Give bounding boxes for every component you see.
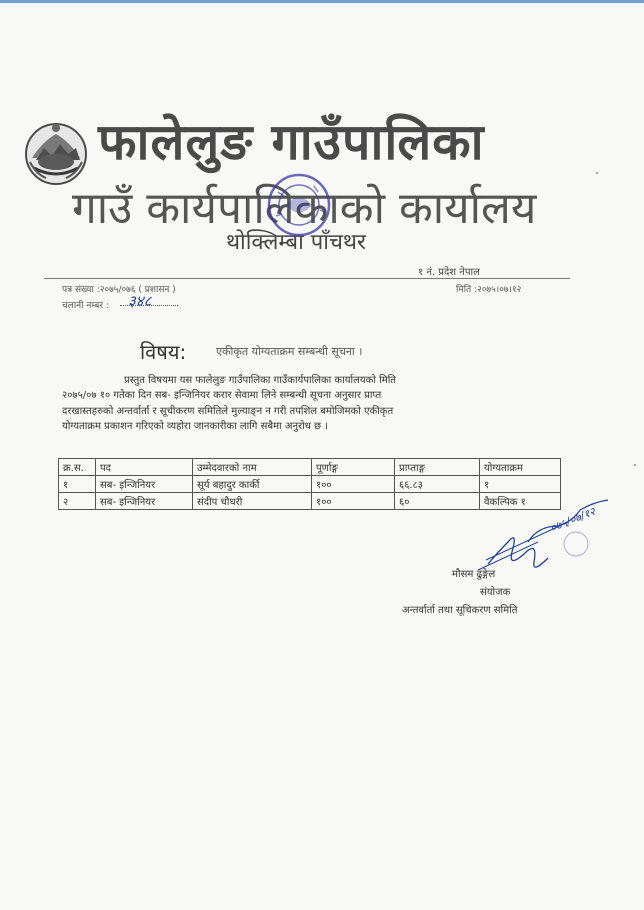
table-header-cell: प्राप्ताङ्ग xyxy=(395,459,480,476)
table-header-cell: योग्यताक्रम xyxy=(480,459,561,476)
municipality-name: फालेलुङ गाउँपालिका xyxy=(98,113,485,171)
table-cell: सब- इन्जिनियर xyxy=(96,476,193,493)
svg-text:०७५/०७/१२: ०७५/०७/१२ xyxy=(548,504,598,535)
scan-speck xyxy=(596,172,598,174)
top-edge-line xyxy=(0,0,644,3)
office-location: थोक्लिम्बा पाँचथर xyxy=(226,230,366,255)
body-line-3: दरखास्तहरुको अन्तर्वार्ता र सूचीकरण समितिले मुल्याङ्न न गरी तपशिल बमोजिमको एकीकृत xyxy=(62,406,394,417)
committee-name: अन्तर्वार्ता तथा सूचिकरण समिति xyxy=(402,605,518,616)
dispatch-number-label: चलानी नम्बर : xyxy=(62,301,109,311)
table-cell: ६६.८३ xyxy=(395,476,480,493)
signatory-role: संयोजक xyxy=(480,587,511,598)
office-name: गाउँ कार्यपालिकाको कार्यालय xyxy=(72,183,537,234)
letter-number: पत्र संख्या :२०७५/०७६ ( प्रशासन ) xyxy=(62,285,176,295)
table-cell: ६० xyxy=(395,493,480,510)
table-cell: २ xyxy=(59,493,96,510)
letter-date: मिति :२०७५।०७।१२ xyxy=(456,285,522,295)
body-line-4: योग्यताक्रम प्रकाशन गरिएको व्यहोरा जानकारीका लागि सबैमा अनुरोध छ । xyxy=(62,421,329,432)
body-line-1: प्रस्तुत विषयमा यस फालेलुङ गाउँपालिका गाउँकार्यपालिका कार्यालयको मिति xyxy=(124,375,396,386)
table-cell: वैकल्पिक १ xyxy=(480,493,561,510)
dispatch-number-value: ३४८ xyxy=(128,292,152,310)
table-header-cell: पद xyxy=(96,459,193,476)
table-cell: १०० xyxy=(312,476,395,493)
table-header-cell: क्र.स. xyxy=(59,459,96,476)
table-header-cell: उम्मेदवारको नाम xyxy=(193,459,312,476)
table-cell: सब- इन्जिनियर xyxy=(96,493,193,510)
table-cell: संदीप चौधरी xyxy=(193,493,312,510)
table-cell: १०० xyxy=(312,493,395,510)
table-cell: १ xyxy=(480,476,561,493)
office-stamp-icon xyxy=(264,170,334,240)
subject-text: एकीकृत योग्यताक्रम सम्बन्धी सूचना । xyxy=(216,345,363,358)
header-divider xyxy=(44,278,570,279)
subject-label: विषय: xyxy=(140,340,187,364)
table-header-row xyxy=(59,459,561,476)
signatory-name: मौसम ढुङ्गेल xyxy=(452,569,496,580)
body-line-2: २०७५/०७ १० गतेका दिन सब- इन्जिनियर करार सेवामा लिने सम्बन्धी सूचना अनुसार प्राप्त xyxy=(62,390,382,401)
table-header-cell: पूर्णाङ्ग xyxy=(312,459,395,476)
province-label: १ नं. प्रदेश नेपाल xyxy=(418,267,480,278)
table-cell: सूर्य बहादुर कार्की xyxy=(193,476,312,493)
scan-speck xyxy=(634,464,636,466)
table-cell: १ xyxy=(59,476,96,493)
